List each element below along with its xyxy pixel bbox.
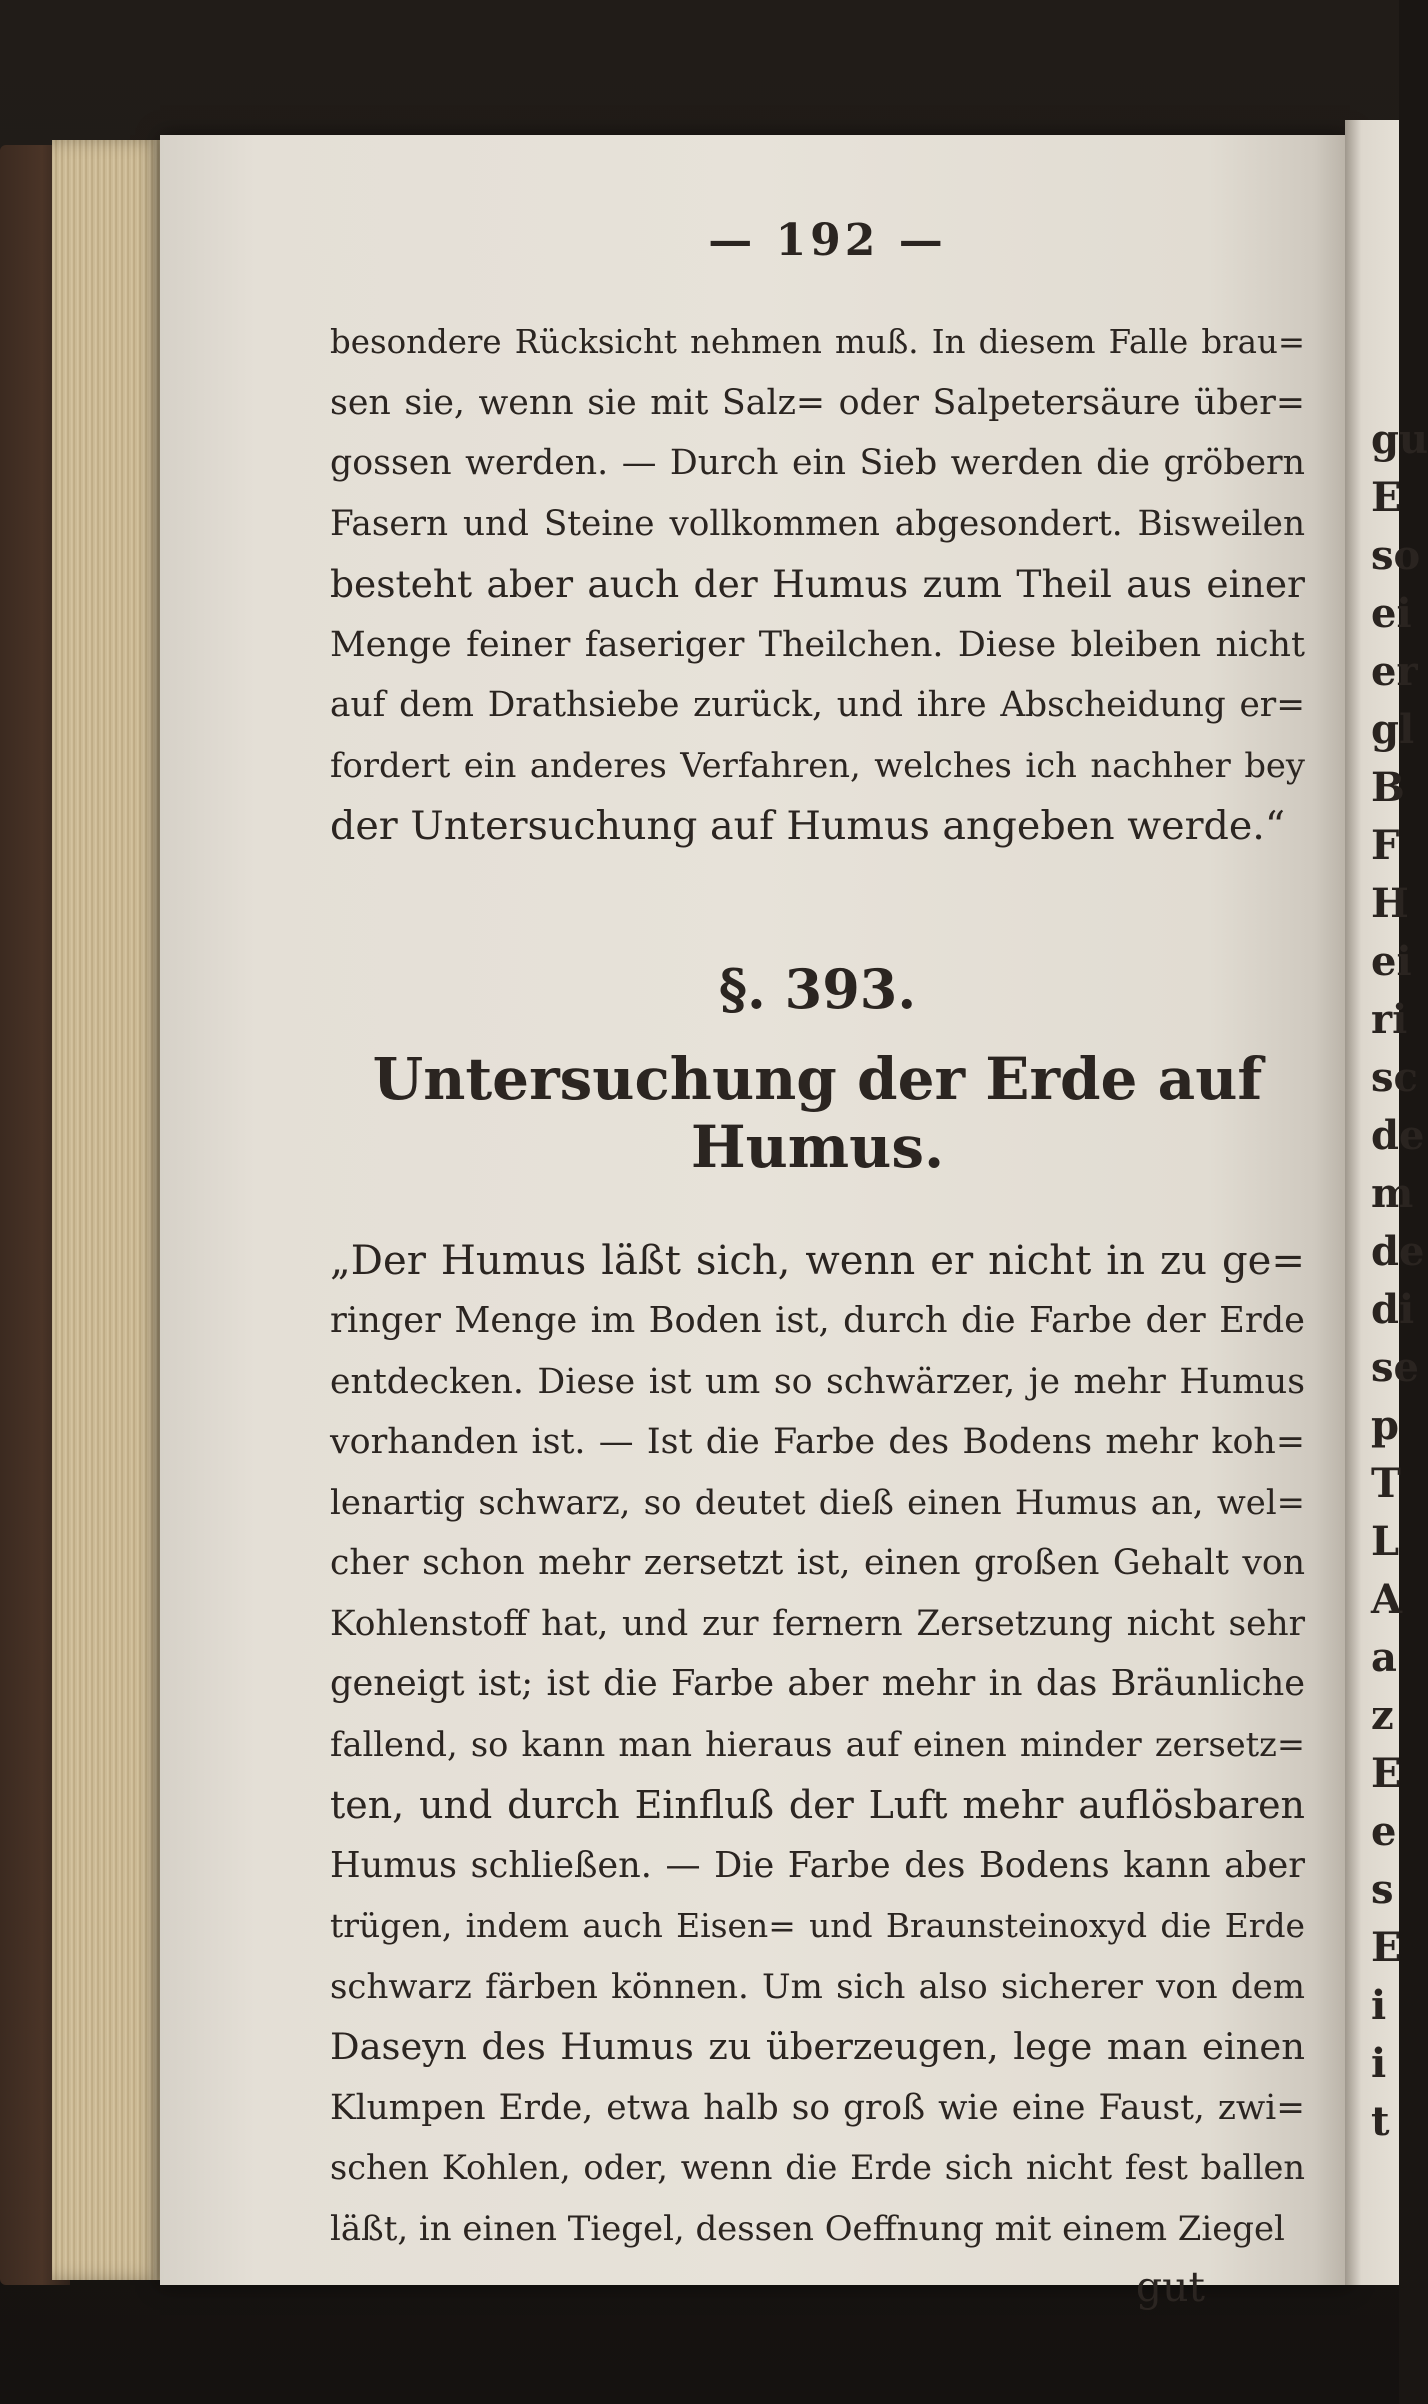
next-page-fragment: F [1371,822,1400,869]
next-page-fragment: T [1371,1460,1401,1507]
section-number: §. 393. [718,956,917,1021]
text-line: besondere Rücksicht nehmen muß. In diesem Falle brau= [330,323,1305,361]
next-page-fragment: gu [1371,416,1428,463]
text-line: „Der Humus läßt sich, wenn er nicht in zu ge= [330,1237,1305,1284]
text-line: entdecken. Diese ist um so schwärzer, je mehr Humus [330,1361,1305,1402]
text-line: sen sie, wenn sie mit Salz= oder Salpetersäure über= [330,382,1305,423]
text-line: schen Kohlen, oder, wenn die Erde sich nicht fest ballen [330,2148,1305,2187]
next-page-fragment: z [1371,1692,1394,1739]
text-line: Klumpen Erde, etwa halb so groß wie eine Faust, zwi= [330,2087,1305,2128]
next-page-fragment: E [1371,1750,1402,1797]
next-page-edge [1345,120,1428,2285]
next-page-fragment: B [1371,764,1405,811]
next-page-fragment: E [1371,474,1402,521]
text-line: Daseyn des Humus zu überzeugen, lege man einen [330,2025,1305,2068]
page-text [330,215,1305,2311]
page-number-header: — 192 — [708,215,947,266]
next-page-fragment: er [1371,648,1418,695]
next-page-fragment: E [1371,1924,1402,1971]
text-line: Menge feiner faseriger Theilchen. Diese bleiben nicht [330,624,1305,665]
text-line: auf dem Drathsiebe zurück, und ihre Abscheidung er= [330,685,1305,725]
page-edges [52,140,167,2280]
text-line: Fasern und Steine vollkommen abgesondert. Bisweilen [330,503,1305,544]
text-line: ringer Menge im Boden ist, durch die Farbe der Erde [330,1300,1305,1341]
next-page-fragment: e [1371,1808,1397,1855]
next-page-fragment: a [1371,1634,1397,1681]
text-line: vorhanden ist. — Ist die Farbe des Bodens mehr koh= [330,1422,1305,1462]
next-page-fragment: i [1371,1982,1387,2029]
next-page-fragment: se [1371,1344,1419,1391]
next-page-fragment: ri [1371,996,1408,1043]
text-line: fallend, so kann man hieraus auf einen minder zersetz= [330,1724,1305,1764]
section-title: Untersuchung der Erde auf Humus. [372,1044,1263,1181]
text-line: schwarz färben können. Um sich also sicherer von dem [330,1966,1305,2007]
next-page-fragment: di [1371,1286,1415,1333]
text-line: fordert ein anderes Verfahren, welches ich nachher bey [330,745,1305,785]
next-page-fragment: de [1371,1228,1425,1275]
text-line: Kohlenstoff hat, und zur fernern Zersetzung nicht sehr [330,1603,1305,1644]
next-page-fragment: m [1371,1170,1414,1217]
text-line: lenartig schwarz, so deutet dieß einen Humus an, wel= [330,1482,1305,1522]
paragraph-continuation [330,312,1305,857]
next-page-fragment: ei [1371,590,1412,637]
next-page-fragment: H [1371,880,1409,927]
next-page-fragment: sc [1371,1054,1418,1101]
next-page-fragment: p [1371,1402,1399,1449]
text-line: läßt, in einen Tiegel, dessen Oeffnung mit einem Ziegel [330,2208,1285,2248]
catchword: gut [1135,2263,1205,2311]
text-line: trügen, indem auch Eisen= und Braunsteinoxyd die Erde [330,1906,1305,1945]
next-page-fragment: L [1371,1518,1400,1565]
next-page-fragment: A [1371,1576,1403,1623]
next-page-fragment: i [1371,2040,1387,2087]
paragraph-humus [330,1231,1305,2260]
text-line: cher schon mehr zersetzt ist, einen großen Gehalt von [330,1543,1305,1583]
next-page-fragment: s [1371,1866,1394,1913]
next-page-fragment: ei [1371,938,1412,985]
next-page-fragment: t [1371,2098,1390,2145]
text-line: ten, und durch Einfluß der Luft mehr auflösbaren [330,1783,1305,1827]
next-page-fragment: gl [1371,706,1415,753]
text-line: besteht aber auch der Humus zum Theil aus einer [330,562,1305,606]
text-line: geneigt ist; ist die Farbe aber mehr in das Bräunliche [330,1663,1305,1704]
text-line: Humus schließen. — Die Farbe des Bodens kann aber [330,1844,1305,1886]
next-page-fragment: de [1371,1112,1425,1159]
next-page-fragment: so [1371,532,1421,579]
text-line: der Untersuchung auf Humus angeben werde.“ [330,803,1286,849]
text-line: gossen werden. — Durch ein Sieb werden die gröbern [330,443,1305,483]
